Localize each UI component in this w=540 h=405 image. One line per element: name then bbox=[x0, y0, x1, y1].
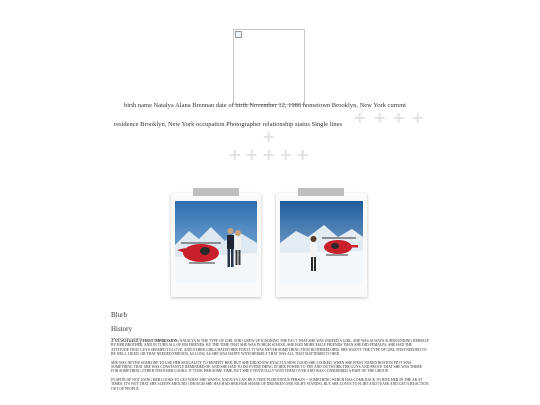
broken-image-icon bbox=[235, 31, 242, 38]
polaroid-photo-couple bbox=[171, 193, 261, 297]
plus-icon: + bbox=[262, 127, 276, 146]
plus-icon: + bbox=[279, 145, 293, 164]
personality-paragraph-3: IN SPITE OF NOT USING HER LOOKS TO GET WHAT SHE WANTS, NATALYA CAN BE A VERY FLIRTATIOUS PERSON -- SOMETHING WHICH HAS COME BACK TO BITE HER IN THE AR AT TIMES. IT'S NOT THAT SHE SLEEPS AROUND (THOUGH SHE HAS HAD HER FAIR SHARE OF DRUNKEN ONE NIGHT STANDS), BUT SHE LOVES TO FLIRT AND TEASE AND GET A REACTION OUT OF PEOPLE. bbox=[111, 377, 429, 391]
plus-icon: + bbox=[228, 145, 242, 164]
photo-tape bbox=[193, 188, 239, 196]
photo-tape bbox=[298, 188, 344, 196]
personality-section bbox=[111, 338, 429, 405]
personality-heading: Personality bbox=[111, 338, 143, 344]
plus-icon: + bbox=[262, 145, 276, 164]
plus-icon: + bbox=[353, 108, 367, 127]
personality-paragraph-1: NATALYA IS THE TYPE OF GIRL WHO GREW UP IGNORING THE FACT THAT SHE WAS INDEED A GIRL. SHE WAS ALWAYS SURROUNDING HERSELF BY HER BROTHER, AND IN TURN ALL OF HIS FRIENDS. BY THE TIME THAT SHE WAS IN HIGH SCHOOL SHE HAD MORE MALE FRIENDS THAN SHE DID FEMALES. SHE HAD THE ATTITUDE THAT GUYS SEEMED TO LOVE, AND OTHER GIRLS HATED HER FOR IT. IT WAS NEVER SOMETHING THAT BOTHERED HER. SHE WASN'T THE TYPE OF GIRL THAT NEEDED TO BE WELL LIKED, OR THAT NEEDED FRIENDS, AS LONG AS SHE WAS HAPPY WITH HERSELF THAT WAS ALL THAT MATTERED TO HER. bbox=[111, 339, 429, 357]
plus-icon: + bbox=[373, 108, 387, 127]
history-heading: History bbox=[111, 325, 132, 333]
profile-image-placeholder bbox=[233, 29, 305, 105]
first-impression-label: FIRST IMPRESSION: bbox=[142, 339, 179, 343]
profile-info-line-1: birth name Natalya Alana Brennan date of birth November 12, 1986 hometown Brooklyn, New York current bbox=[124, 102, 406, 109]
plus-icon: + bbox=[296, 145, 310, 164]
plus-icon: + bbox=[411, 108, 425, 127]
helicopter-woman-photo bbox=[280, 201, 363, 283]
personality-paragraph-2: SHE WAS NEVER SOMEONE TO USE HER SEXUALITY TO BENEFIT HER, BUT SHE DID KNOW EXACTLY HOW GOOD SHE LOOKED. WHEN SHE FIRST JOINED BOSTON PD IT WAS SOMETHING THAT SHE WAS CONSTANTLY REMINDED OF, AND SHE HAD TO DO EVERYTHING IN HER POWER TO TRY AND OUTWORK THE GUYS AND PROVE THAT SHE WAS THERE FOR SOMETHING OTHER THAN HER LOOKS. IT TOOK HER SOME TIME, BUT SHE EVENTUALLY WON THEM OVER AND WAS CONSIDERED A PART OF THE GROUP. bbox=[111, 360, 422, 374]
plus-icon: + bbox=[392, 108, 406, 127]
profile-info-line-2: residence Brooklyn, New York occupation Photographer relationship status Single lines bbox=[114, 121, 343, 128]
helicopter-couple-photo bbox=[175, 201, 257, 283]
plus-icon: + bbox=[245, 145, 259, 164]
blurb-heading: Blurb bbox=[111, 311, 127, 319]
polaroid-photo-woman bbox=[276, 193, 367, 297]
